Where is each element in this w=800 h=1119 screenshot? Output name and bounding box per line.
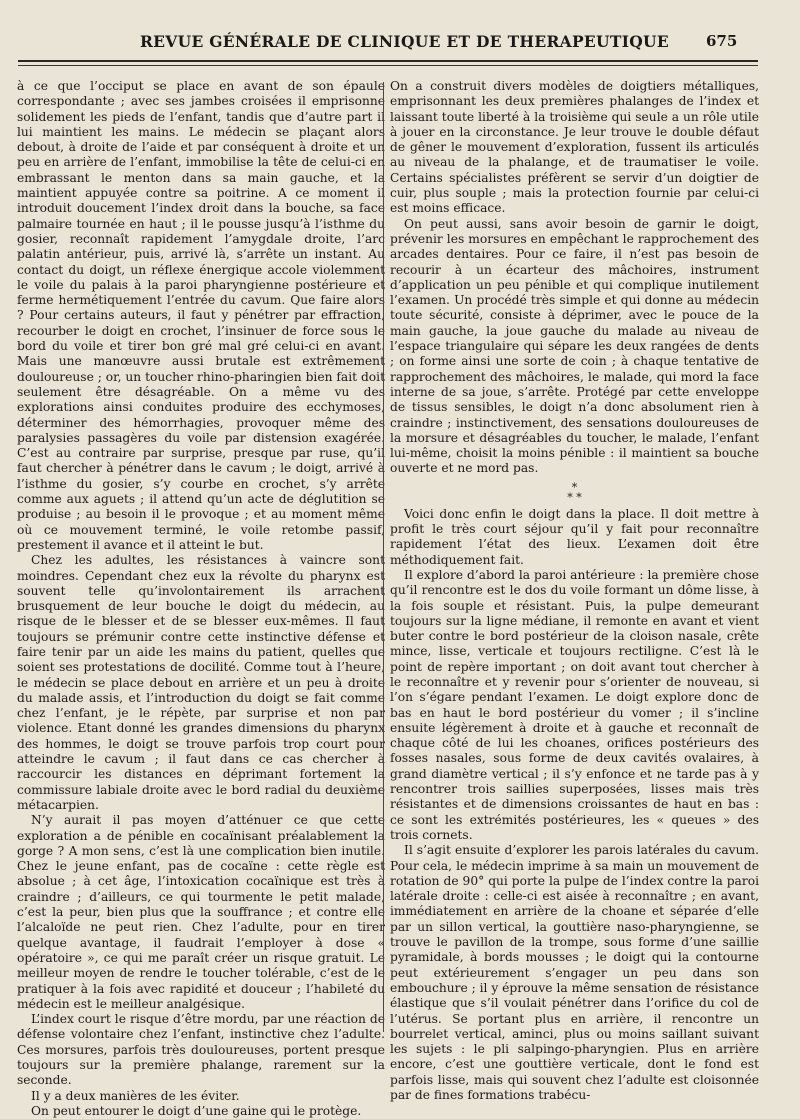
asterism-top: * [571,480,578,494]
paragraph: Voici donc enfin le doigt dans la place. Il doit mettre à profit le très court séjour qu’il y fait pour reconnaître rapidement l’état des lieux. L’examen doit être méthodiquement fait. [390,506,759,567]
section-asterism [390,480,759,504]
column-divider [383,82,384,1032]
paragraph: On peut entourer le doigt d’une gaine qui le protège. [31,1103,362,1118]
paragraph: N’y aurait il pas moyen d’atténuer ce que cette exploration a de pénible en cocaïnisant préalablement la gorge ? A mon sens, c’est là une complication bien inutile. Chez le jeune enfant, pas de cocaïne : cette règle est absolue ; à cet âge, l’intoxication cocaïnique est très à craindre ; d’ailleurs, ce qui tourmente le petit malade, c’est la peur, bien plus que la souffrance ; et contre elle l’alcaloïde ne peut rien. Chez l’adulte, pour en tirer quelque avantage, il faudrait l’employer à dose « opératoire », ce qui me paraît créer un risque gratuit. Le meilleur moyen de rendre le toucher tolérable, c’est de le pratiquer à la fois avec rapidité et douceur ; l’habileté du médecin est le meilleur analgésique. [17,813,385,1011]
running-header [0,26,800,56]
paragraph: On a construit divers modèles de doigtiers métalliques, emprisonnant les deux premières phalanges de l’index et laissant toute liberté à la troisième qui seule a un rôle utile à jouer en la circonstance. Je leur trouve le double défaut de gêner le mouvement d’exploration, fussent ils articulés au niveau de la phalange, et de traumatiser le voile. Certains spécialistes préfèrent se servir d’un doigtier de cuir, plus souple ; mais la protection fournie par celui-ci est moins efficace. [390,79,759,216]
paragraph: Il y a deux manières de les éviter. [31,1088,240,1103]
paragraph: Il s’agit ensuite d’explorer les parois latérales du cavum. Pour cela, le médecin imprime à sa main un mouvement de rotation de 90° qui porte la pulpe de l’index contre la paroi latérale droite : celle-ci est aisée à reconnaître ; en avant, immédiatement en arrière de la choane et séparée d’elle par un sillon vertical, la gouttière naso-pharyngienne, se trouve le pavillon de la trompe, sous forme d’une saillie pyramidale, à bords mousses ; le doigt qui la contourne peut extérieurement s’engager un peu dans son embouchure ; il y éprouve la même sensation de résistance élastique que s’il voulait pénétrer dans l’orifice du col de l’utérus. Se portant plus en arrière, il rencontre un bourrelet vertical, aminci, plus ou moins saillant suivant les sujets : le pli salpingo-pharyngien. Plus en arrière encore, c’est une gouttière verticale, dont le fond est parfois lisse, mais qui souvent chez l’adulte est cloisonnée par de fines formations trabécu- [390,843,760,1102]
paragraph: Chez les adultes, les résistances à vaincre sont moindres. Cependant chez eux la révolte du pharynx est souvent telle qu’involontairement ils arrachent brusquement de leur bouche le doigt du médecin, au risque de le blesser et de se blesser eux-mêmes. Il faut toujours se prémunir contre cette instinctive défense et faire tenir par un aide les mains du patient, quelles que soient ses protestations de docilité. Comme tout à l’heure, le médecin se place debout en arrière et un peu à droite du malade assis, et l’introduction du doigt se fait comme chez l’enfant, je le répète, par surprise et non par violence. Etant donné les grandes dimensions du pharynx des hommes, le doigt se trouve parfois trop court pour atteindre le cavum ; il faut dans ce cas chercher à raccourcir les distances en déprimant fortement la commissure labiale droite avec le bord radial du deuxième métacarpien. [17,553,385,812]
paragraph: L’index court le risque d’être mordu, par une réaction de défense volontaire chez l’enfant, instinctive chez l’adulte. Ces morsures, parfois très douloureuses, portent presque toujours sur la première phalange, rarement sur la seconde. [17,1012,385,1088]
running-title: REVUE GÉNÉRALE DE CLINIQUE ET DE THERAPEUTIQUE [140,32,669,51]
left-column [17,79,385,1119]
right-column [390,79,759,1103]
paragraph: On peut aussi, sans avoir besoin de garnir le doigt, prévenir les morsures en empêchant le rapprochement des arcades dentaires. Pour ce faire, il n’est pas besoin de recourir à un écarteur des mâchoires, instrument d’application un peu pénible et qui complique inutilement l’examen. Un procédé très simple et qui donne au médecin toute sécurité, consiste à déprimer, avec le pouce de la main gauche, la joue gauche du malade au niveau de l’espace triangulaire qui sépare les deux rangées de dents ; on forme ainsi une sorte de coin ; à chaque tentative de rapprochement des mâchoires, le malade, qui mord la face interne de sa joue, s’arrête. Protégé par cette enveloppe de tissus sensibles, le doigt n’a donc absolument rien à craindre ; instinctivement, des sensations douloureuses de la morsure et désagréables du toucher, le malade, l’enfant lui-même, choisit la moins pénible : il maintient sa bouche ouverte et ne mord pas. [390,216,759,476]
asterism-bottom: * * [567,490,582,504]
paragraph: Il explore d’abord la paroi antérieure : la première chose qu’il rencontre est le dos du voile formant un dôme lisse, à la fois souple et résistant. Puis, la pulpe demeurant toujours sur la ligne médiane, il remonte en avant et vient buter contre le bord postérieur de la cloison nasale, crête mince, lisse, verticale et toujours rectiligne. C’est là le point de repère important ; on doit avant tout chercher à le reconnaître et y revenir pour s’orienter de nouveau, si l’on s’égare pendant l’examen. Le doigt explore donc de bas en haut le bord postérieur du vomer ; il s’incline ensuite légèrement à droite et à gauche et reconnaît de chaque côté de lui les choanes, orifices postérieurs des fosses nasales, sous forme de deux cavités ovalaires, à grand diamètre vertical ; il s’y enfonce et ne tarde pas à y rencontrer trois saillies superposées, lisses mais très résistantes et de dimensions croissantes de haut en bas : ce sont les extrémités postérieures, les « queues » des trois cornets. [390,567,759,842]
header-rule [18,60,758,62]
page-number: 675 [706,32,738,50]
paragraph: à ce que l’occiput se place en avant de son épaule correspondante ; avec ses jambes croisées il emprisonne solidement les pieds de l’enfant, tandis que d’autre part il lui maintient les mains. Le médecin se plaçant alors debout, à droite de l’aide et par conséquent à droite et un peu en arrière de l’enfant, immobilise la tête de celui-ci en embrassant le menton dans sa main gauche, et la maintient appuyée contre sa poitrine. A ce moment il introduit doucement l’index droit dans la bouche, sa face palmaire tournée en haut ; il le pousse jusqu’à l’isthme du gosier, reconnaît rapidement l’amygdale droite, l’arc palatin antérieur, puis, arrivé là, s’arrête un instant. Au contact du doigt, un réflexe énergique accole violemment le voile du palais à la paroi pharyngienne postérieure et ferme hermétiquement l’entrée du cavum. Que faire alors ? Pour certains auteurs, il faut y pénétrer par effraction, recourber le doigt en crochet, l’insinuer de force sous le bord du voile et tirer bon gré mal gré celui-ci en avant. Mais une manœuvre aussi brutale est extrêmement douloureuse ; or, un toucher rhino-pharingien bien fait doit seulement être désagréable. On a même vu des explorations ainsi conduites produire des ecchymoses, déterminer des hémorrhagies, provoquer même des paralysies passagères du voile par distension exagérée. C’est au contraire par surprise, presque par ruse, qu’il faut chercher à pénétrer dans le cavum ; le doigt, arrivé à l’isthme du gosier, s’y courbe en crochet, s’y arrête comme aux aguets ; il attend qu’un acte de déglutition se produise ; au besoin il le provoque ; et au moment même où ce mouvement terminé, le voile retombe passif, prestement il avance et il atteint le but. [17,79,385,552]
header-rule-thin [18,65,758,66]
